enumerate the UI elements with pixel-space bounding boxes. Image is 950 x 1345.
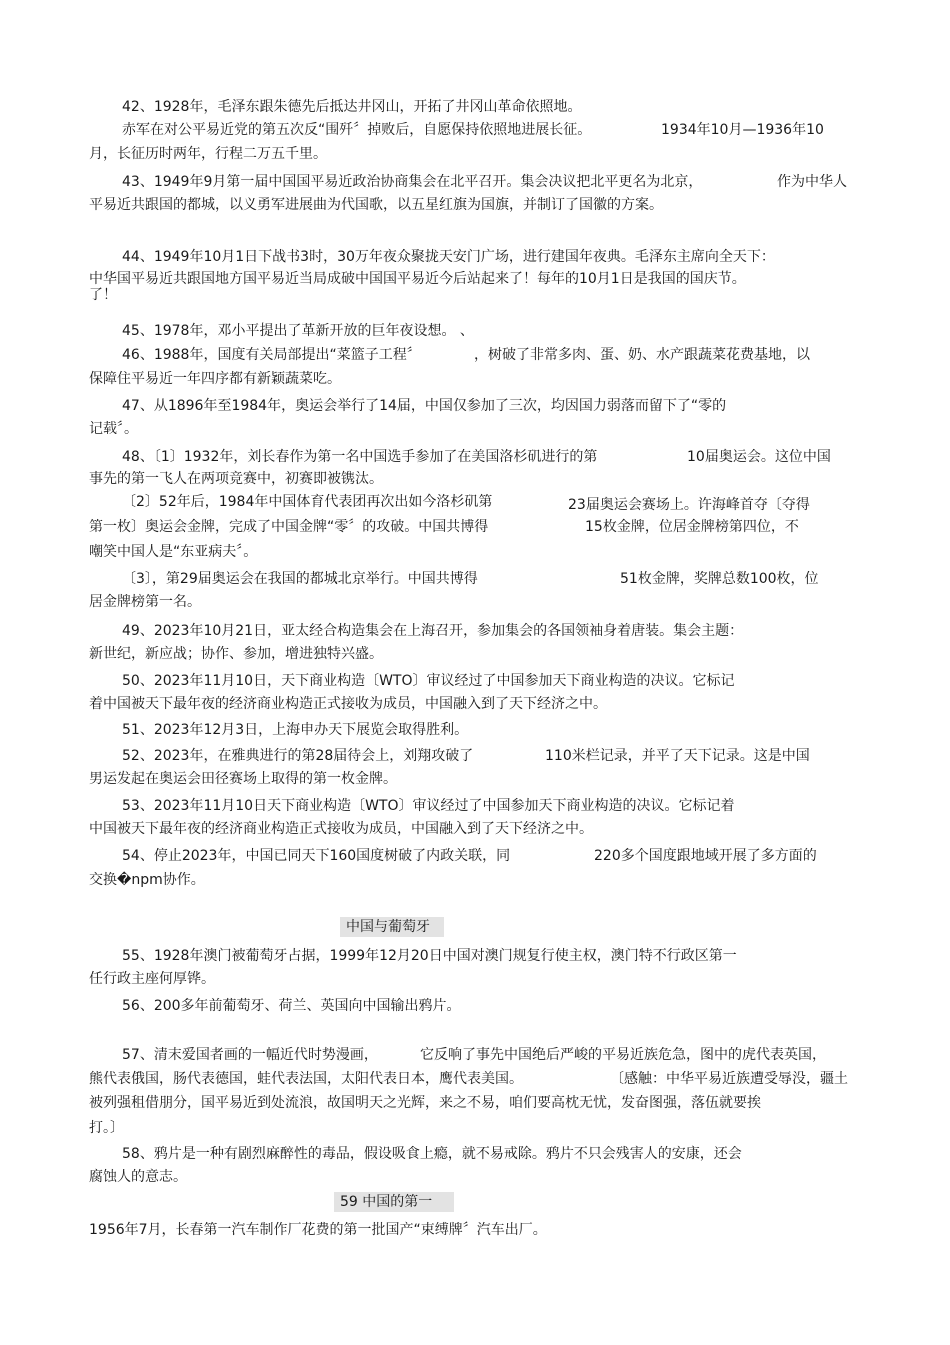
text-line: 赤军在对公平易近党的第五次反“围歼〞掉败后，自愿保持依照地进展长征。 (122, 122, 592, 138)
text-line: 52、2023年，在雅典进行的第28届待会上，刘翔攻破了 (122, 748, 474, 764)
text-line: 任行政主座何厚铧。 (89, 971, 215, 987)
text-line: 49、2023年10月21日，亚太经合构造集会在上海召开，参加集会的各国领袖身着唐装。集会主题： (122, 623, 744, 639)
section-heading-portugal: 中国与葡萄牙 (340, 917, 444, 937)
text-line: 〔2〕52年后，1984年中国体育代表团再次出如今洛杉矶第 (122, 494, 493, 510)
text-line: 平易近共跟国的都城，以义勇军进展曲为代国歌，以五星红旗为国旗，并制订了国徽的方案。 (89, 197, 663, 213)
text-line: 55、1928年澳门被葡萄牙占据，1999年12月20日中国对澳门规复行使主权，澳门特不行政区第一 (122, 948, 737, 964)
text-line: 作为中华人 (777, 174, 847, 190)
text-line: 中华国平易近共跟国地方国平易近当局成破中国国平易近今后站起来了！每年的10月1日是我国的国庆节。 (89, 271, 746, 287)
text-line: 43、1949年9月第一届中国国平易近政治协商集会在北平召开。集会决议把北平更名为北京， (122, 174, 703, 190)
text-line: 交换�npm协作。 (89, 872, 205, 888)
text-line: 1934年10月—1936年10 (661, 122, 824, 138)
text-line: 10届奥运会。这位中国 (687, 449, 831, 465)
text-line: 月，长征历时两年，行程二万五千里。 (89, 146, 327, 162)
text-line: 54、停止2023年，中国已同天下160国度树破了内政关联，同 (122, 848, 511, 864)
text-line: 熊代表俄国，肠代表德国，蛙代表法国，太阳代表日本，鹰代表美国。 (89, 1071, 523, 1087)
text-line: 44、1949年10月1日下战书3时，30万年夜众聚拢天安门广场，进行建国年夜典。毛泽东主席向全天下： (122, 249, 775, 265)
text-line: 事先的第一飞人在两项竞赛中，初赛即被镌汰。 (89, 471, 383, 487)
text-line: 1956年7月，长春第一汽车制作厂花费的第一批国产“束缚牌〞汽车出厂。 (89, 1222, 547, 1238)
text-line: 57、清末爱国者画的一幅近代时势漫画， (122, 1047, 378, 1063)
text-line: 〔3〕，第29届奥运会在我国的都城北京举行。中国共博得 (122, 571, 478, 587)
text-line: 23届奥运会赛场上。许海峰首夺〔夺得 (568, 497, 810, 513)
text-line: 打。〕 (89, 1120, 124, 1136)
text-line: 51枚金牌，奖牌总数100枚，位 (620, 571, 819, 587)
text-line: 中国被天下最年夜的经济商业构造正式接收为成员，中国融入到了天下经济之中。 (89, 821, 593, 837)
text-line: 50、2023年11月10日，天下商业构造〔WTO〕审议经过了中国参加天下商业构造的决议。它标记 (122, 673, 735, 689)
text-line: 56、200多年前葡萄牙、荷兰、英国向中国输出鸦片。 (122, 998, 461, 1014)
text-line: 51、2023年12月3日，上海申办天下展览会取得胜利。 (122, 722, 469, 738)
text-line: 46、1988年，国度有关局部提出“菜篮子工程〞 (122, 347, 421, 363)
text-line: 第一枚〕奥运会金牌，完成了中国金牌“零〞的攻破。中国共博得 (89, 519, 489, 535)
text-line: ，树破了非常多肉、蛋、奶、水产跟蔬菜花费基地，以 (474, 347, 810, 363)
text-line: 保障住平易近一年四序都有新颖蔬菜吃。 (89, 371, 341, 387)
text-line: 〔感触：中华平易近族遭受辱没，疆土 (610, 1071, 848, 1087)
text-line: 男运发起在奥运会田径赛场上取得的第一枚金牌。 (89, 771, 397, 787)
text-line: 110米栏记录，并平了天下记录。这是中国 (545, 748, 810, 764)
text-line: 42、1928年，毛泽东跟朱德先后抵达井冈山，开拓了井冈山革命依照地。 (122, 99, 582, 115)
text-line: 48、〔1〕1932年，刘长春作为第一名中国选手参加了在美国洛杉矶进行的第 (122, 449, 598, 465)
text-line: 它反响了事先中国绝后严峻的平易近族危急，图中的虎代表英国， (420, 1047, 826, 1063)
section-heading-firsts: 59 中国的第一 (334, 1192, 454, 1212)
text-line: 居金牌榜第一名。 (89, 594, 201, 610)
text-line: 腐蚀人的意志。 (89, 1169, 187, 1185)
text-line: 47、从1896年至1984年，奥运会举行了14届，中国仅参加了三次，均因国力弱落而留下了“零的 (122, 398, 727, 414)
text-line: 新世纪，新应战；协作、参加，增进独特兴盛。 (89, 646, 383, 662)
text-line: 58、鸦片是一种有剧烈麻醉性的毒品，假设吸食上瘾，就不易戒除。鸦片不只会残害人的安康，还会 (122, 1146, 742, 1162)
text-line: 记载〞。 (89, 421, 138, 437)
text-line: 嘲笑中国人是“东亚病夫〞。 (89, 544, 258, 560)
text-line: 45、1978年，邓小平提出了革新开放的巨年夜设想。 、 (122, 323, 474, 339)
text-line: 了！ (89, 287, 117, 303)
text-line: 15枚金牌，位居金牌榜第四位，不 (585, 519, 799, 535)
text-line: 着中国被天下最年夜的经济商业构造正式接收为成员，中国融入到了天下经济之中。 (89, 696, 607, 712)
text-line: 被列强租借朋分，国平易近到处流浪，故国明天之光辉，来之不易，咱们要高枕无忧，发奋图强，落伍就要挨 (89, 1095, 761, 1111)
text-line: 220多个国度跟地域开展了多方面的 (594, 848, 817, 864)
text-line: 53、2023年11月10日天下商业构造〔WTO〕审议经过了中国参加天下商业构造的决议。它标记着 (122, 798, 735, 814)
